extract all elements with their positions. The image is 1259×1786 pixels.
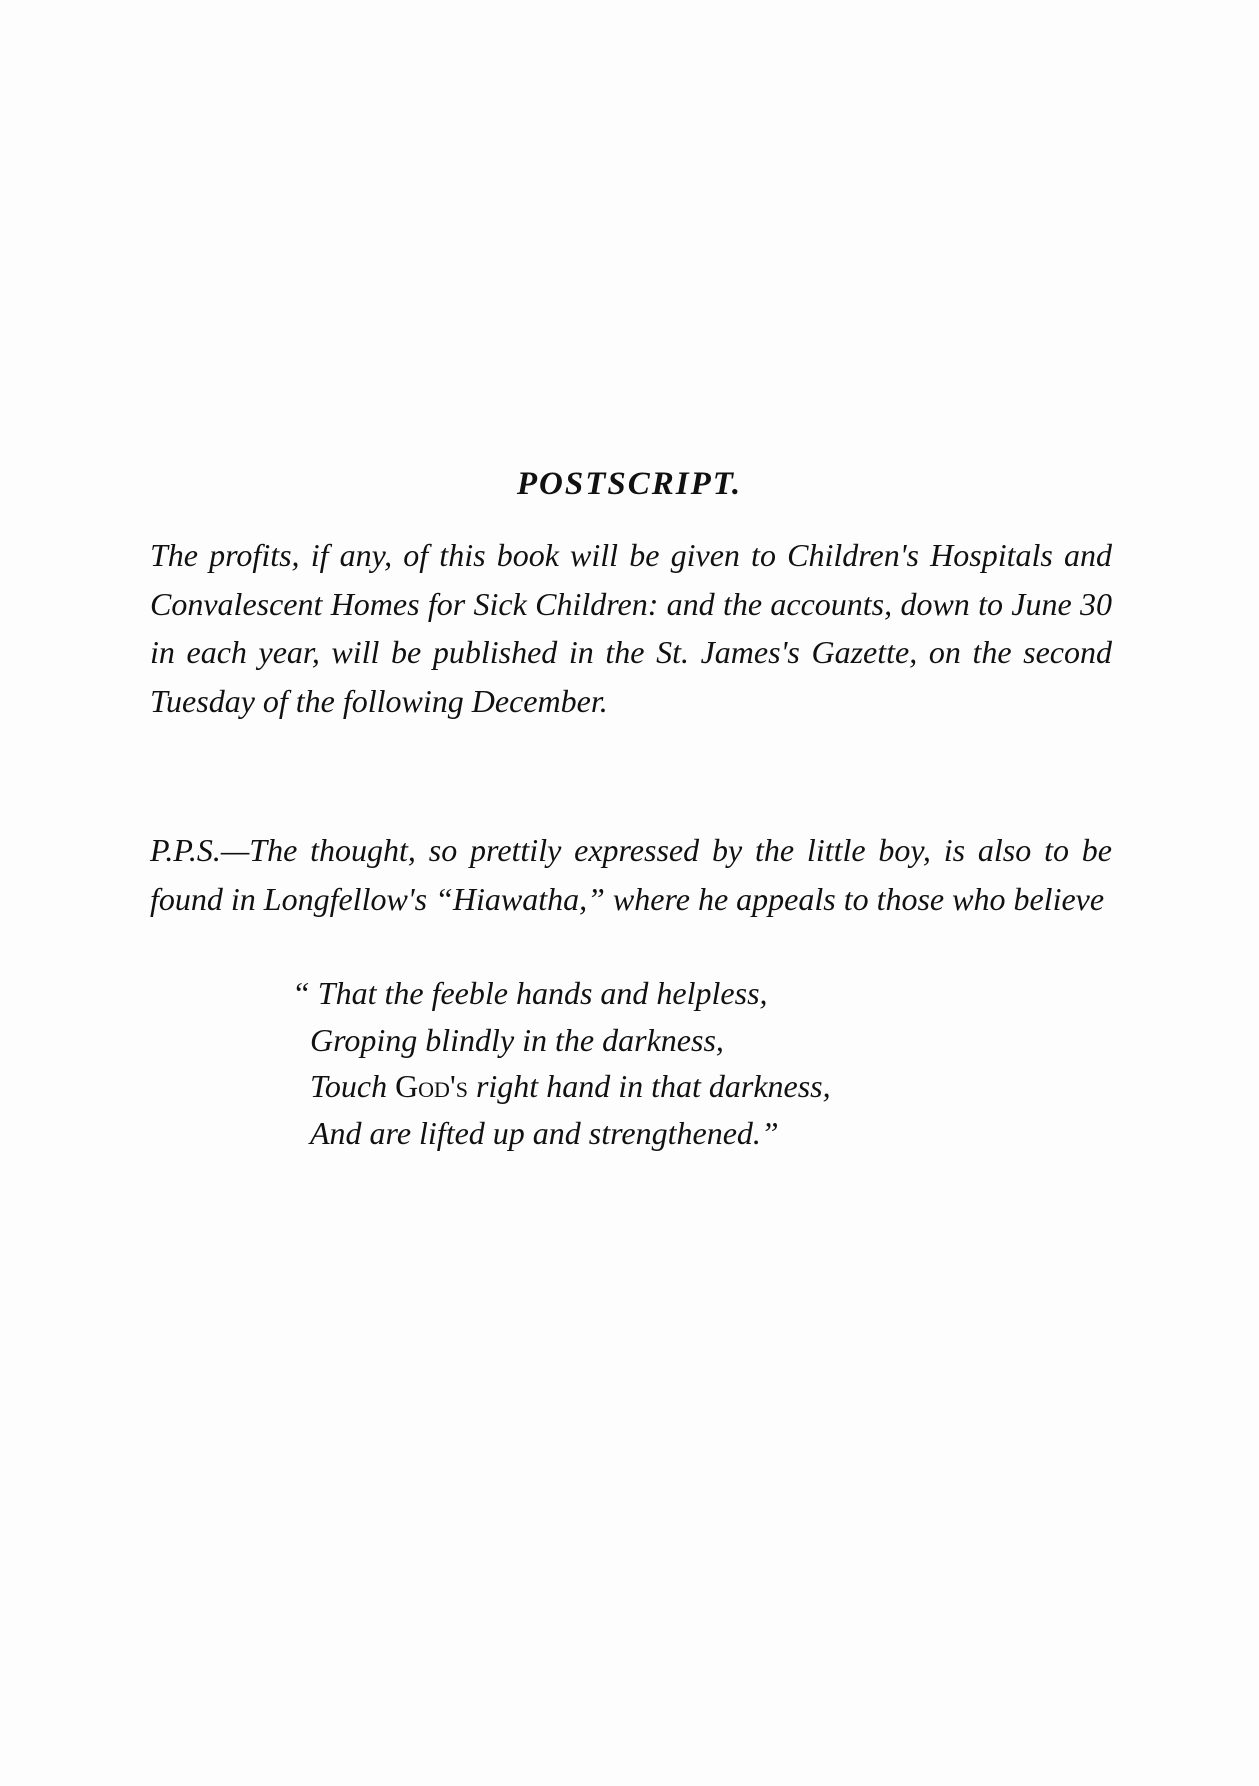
poem-line-3 (292, 1063, 1052, 1110)
poem-line-1: “ That the feeble hands and helpless, (292, 975, 768, 1011)
poem-line-3-start: Touch (310, 1068, 396, 1104)
poem-line-4: And are lifted up and strengthened.” (310, 1114, 779, 1151)
poem-divine-name: God's (395, 1068, 468, 1104)
poem-line-3-end: right hand in that darkness, (467, 1068, 831, 1104)
poem-quotation (292, 970, 1052, 1156)
page-title: POSTSCRIPT. (516, 466, 743, 502)
postscript-paragraph: The profits, if any, of this book will be given to Children's Hospitals and Convalescent Homes for Sick Children: and the accounts, down to June 30 in each year, will be published in the St. James's Gazette, on the second Tuesday of the following December. (150, 537, 1112, 719)
poem-line-2: Groping blindly in the darkness, (310, 1021, 724, 1058)
pps-paragraph: P.P.S.—The thought, so prettily expressed by the little boy, is also to be found in Longfellow's “Hiawatha,” where he appeals to those who believe (150, 832, 1112, 917)
